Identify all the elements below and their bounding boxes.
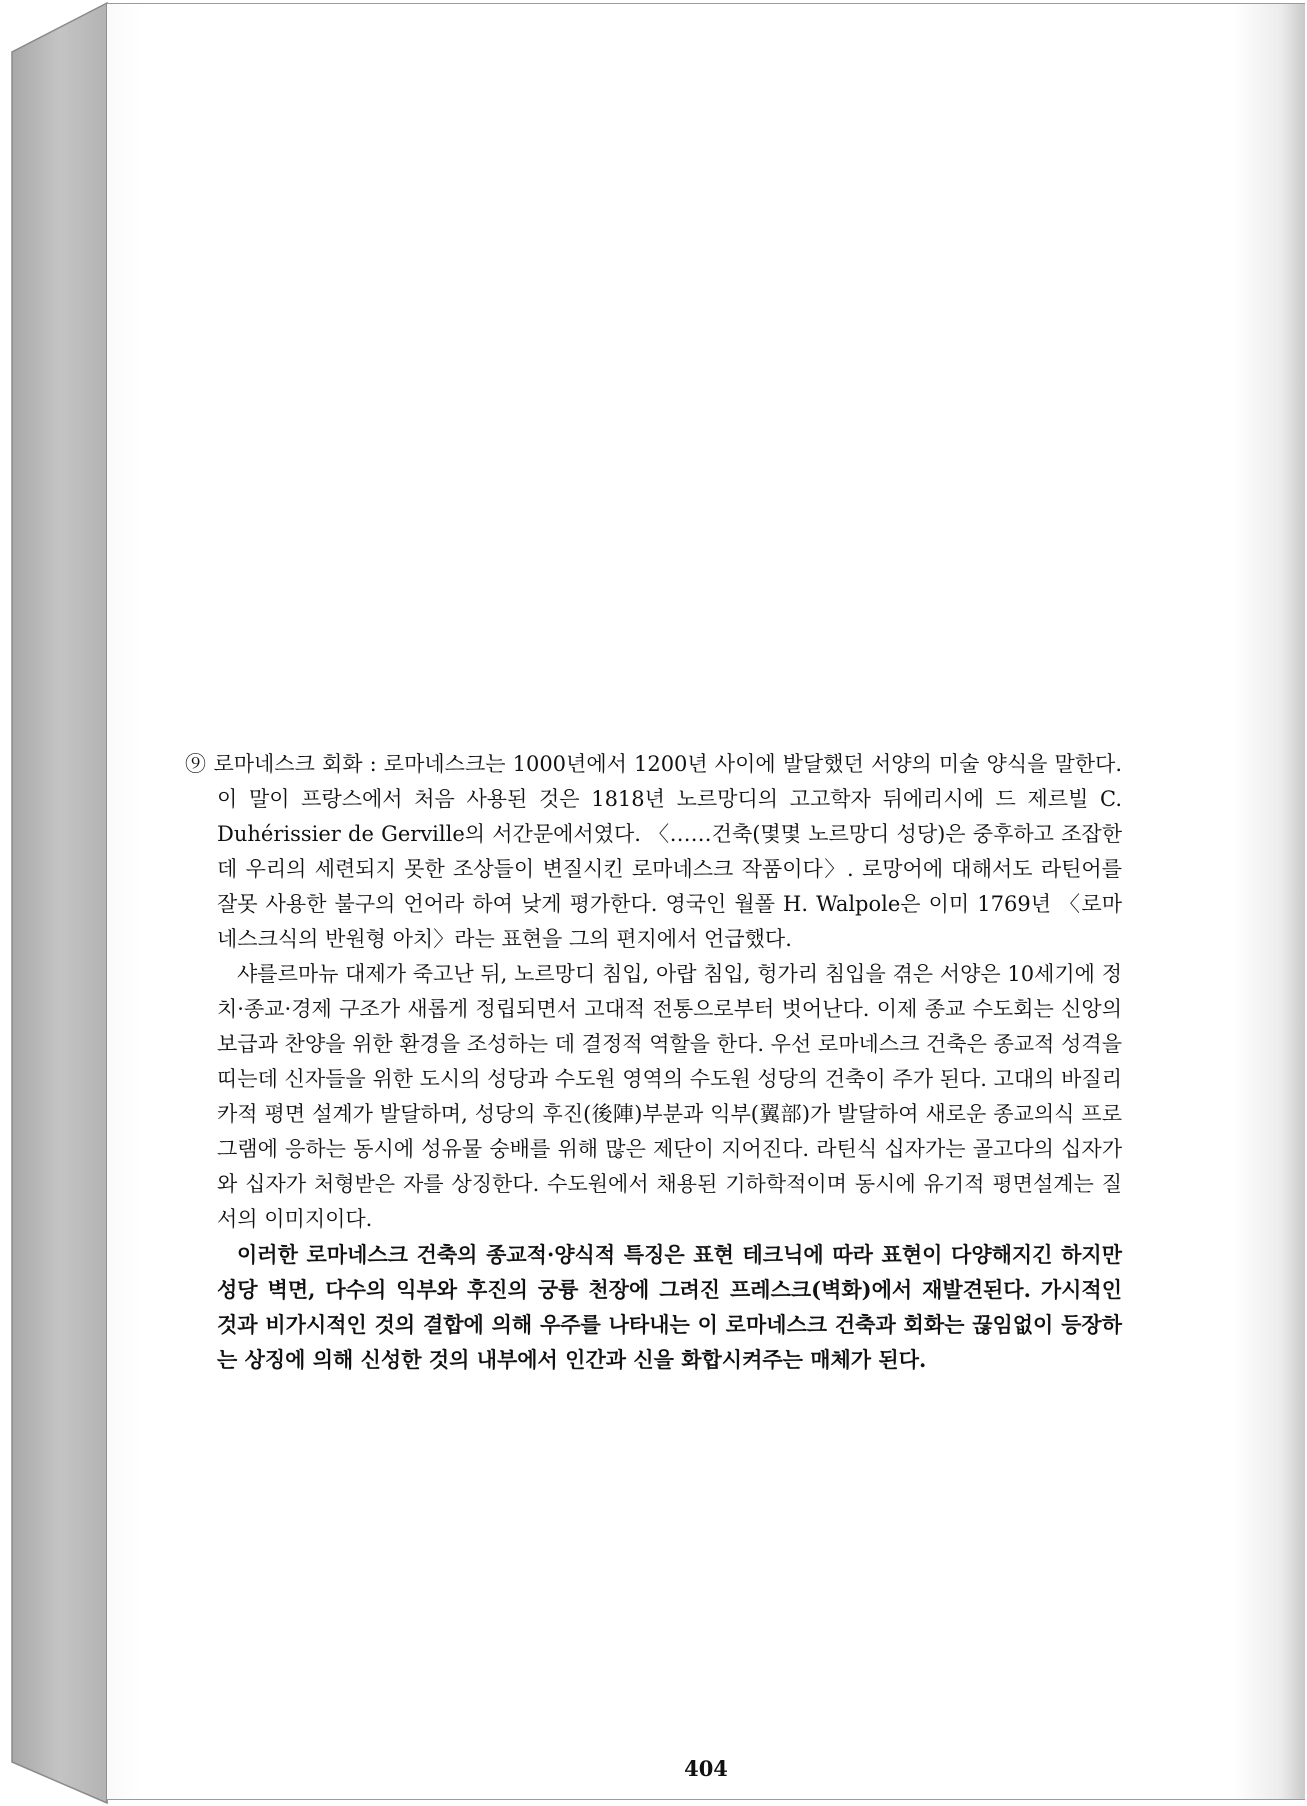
- paragraph-romanesque-definition: ⑨ 로마네스크 회화 : 로마네스크는 1000년에서 1200년 사이에 발달했던 서양의 미술 양식을 말한다. 이 말이 프랑스에서 처음 사용된 것은 1818년 노르망디의 고고학자 뒤에리시에 드 제르빌 C. Duhérissier de Gerville의 서간문에서였다. 〈……건축(몇몇 노르망디 성당)은 중후하고 조잡한데 우리의 세련되지 못한 조상들이 변질시킨 로마네스크 작품이다〉. 로망어에 대해서도 라틴어를 잘못 사용한 불구의 언어라 하여 낮게 평가한다. 영국인 월폴 H. Walpole은 이미 1769년 〈로마네스크식의 반원형 아치〉라는 표현을 그의 편지에서 언급했다.: [185, 752, 1122, 951]
- paragraph-romanesque-architecture: 샤를르마뉴 대제가 죽고난 뒤, 노르망디 침입, 아랍 침입, 헝가리 침입을 겪은 서양은 10세기에 정치·종교·경제 구조가 새롭게 정립되면서 고대적 전통으로부터 벗어난다. 이제 종교 수도회는 신앙의 보급과 찬양을 위한 환경을 조성하는 데 결정적 역할을 한다. 우선 로마네스크 건축은 종교적 성격을 띠는데 신자들을 위한 도시의 성당과 수도원 영역의 수도원 성당의 건축이 주가 된다. 고대의 바질리카적 평면 설계가 발달하며, 성당의 후진(後陣)부분과 익부(翼部)가 발달하여 새로운 종교의식 프로그램에 응하는 동시에 성유물 숭배를 위해 많은 제단이 지어진다. 라틴식 십자가는 골고다의 십자가와 십자가 처형받은 자를 상징한다. 수도원에서 채용된 기하학적이며 동시에 유기적 평면설계는 질서의 이미지이다.: [217, 962, 1122, 1231]
- page-number: 404: [684, 1756, 728, 1781]
- page-text: [185, 747, 1122, 1377]
- paragraph-romanesque-fresco: 이러한 로마네스크 건축의 종교적·양식적 특징은 표현 테크닉에 따라 표현이 다양해지긴 하지만 성당 벽면, 다수의 익부와 후진의 궁륭 천장에 그려진 프레스크(벽화)에서 재발견된다. 가시적인 것과 비가시적인 것의 결합에 의해 우주를 나타내는 이 로마네스크 건축과 회화는 끊임없이 등장하는 상징에 의해 신성한 것의 내부에서 인간과 신을 화합시켜주는 매체가 된다.: [217, 1242, 1122, 1372]
